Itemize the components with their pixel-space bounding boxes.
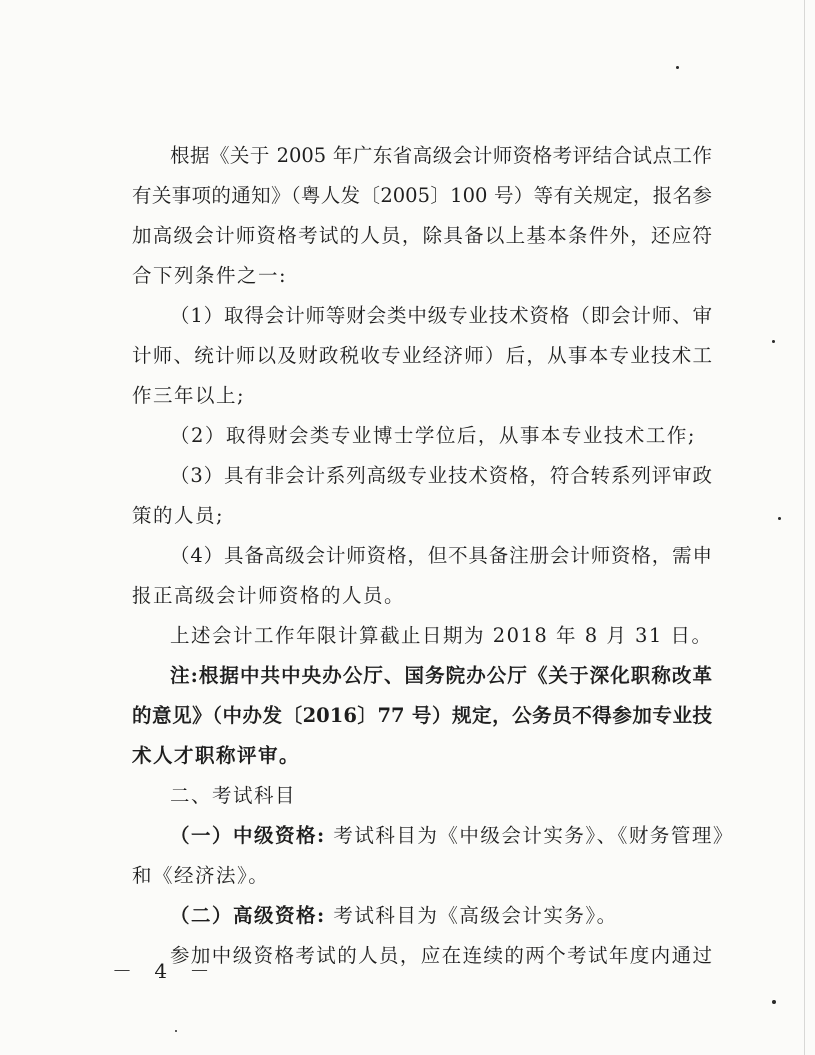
intro-line-3: 加高级会计师资格考试的人员，除具备以上基本条件外，还应符 bbox=[132, 224, 712, 247]
scan-speck bbox=[175, 1030, 177, 1032]
page-number: － 4 － bbox=[112, 959, 218, 983]
note-line-2: 的意见》（中办发〔2016〕77 号）规定，公务员不得参加专业技 bbox=[132, 704, 712, 727]
condition-1-line-1: （1）取得会计师等财会类中级专业技术资格（即会计师、审 bbox=[170, 304, 712, 327]
senior-line-1 bbox=[170, 902, 618, 930]
intermediate-line-1 bbox=[170, 822, 734, 850]
intermediate-subjects: 考试科目为《中级会计实务》、《财务管理》 bbox=[333, 824, 734, 847]
condition-1-line-2: 计师、统计师以及财政税收专业经济师）后，从事本专业技术工 bbox=[132, 344, 712, 367]
condition-2-line-1: （2）取得财会类专业博士学位后，从事本专业技术工作; bbox=[170, 424, 696, 447]
continuation-line-1: 参加中级资格考试的人员，应在连续的两个考试年度内通过 bbox=[170, 944, 712, 967]
intro-line-1: 根据《关于 2005 年广东省高级会计师资格考评结合试点工作 bbox=[170, 144, 712, 167]
intermediate-label: （一）中级资格: bbox=[170, 824, 326, 847]
deadline-line: 上述会计工作年限计算截止日期为 2018 年 8 月 31 日。 bbox=[170, 624, 713, 647]
note-line-1: 注:根据中共中央办公厅、国务院办公厅《关于深化职称改革 bbox=[170, 664, 712, 687]
condition-3-line-2: 策的人员; bbox=[132, 504, 225, 527]
scan-speck bbox=[772, 340, 775, 343]
scan-edge-line bbox=[804, 0, 805, 1055]
condition-4-line-1: （4）具备高级会计师资格，但不具备注册会计师资格，需申 bbox=[170, 544, 712, 567]
condition-1-line-3: 作三年以上; bbox=[132, 384, 246, 407]
note-line-3: 术人才职称评审。 bbox=[132, 744, 301, 767]
scan-speck bbox=[778, 517, 781, 520]
senior-subjects: 考试科目为《高级会计实务》。 bbox=[333, 904, 618, 927]
intro-line-4: 合下列条件之一: bbox=[132, 264, 288, 287]
intro-line-2: 有关事项的通知》（粤人发〔2005〕100 号）等有关规定，报名参 bbox=[132, 184, 712, 207]
senior-label: （二）高级资格: bbox=[170, 904, 326, 927]
scan-speck bbox=[772, 1000, 776, 1004]
intermediate-line-2: 和《经济法》。 bbox=[132, 864, 270, 887]
scan-speck bbox=[676, 66, 679, 69]
condition-3-line-1: （3）具有非会计系列高级专业技术资格，符合转系列评审政 bbox=[170, 464, 712, 487]
section-2-heading: 二、考试科目 bbox=[170, 784, 297, 807]
condition-4-line-2: 报正高级会计师资格的人员。 bbox=[132, 584, 406, 607]
